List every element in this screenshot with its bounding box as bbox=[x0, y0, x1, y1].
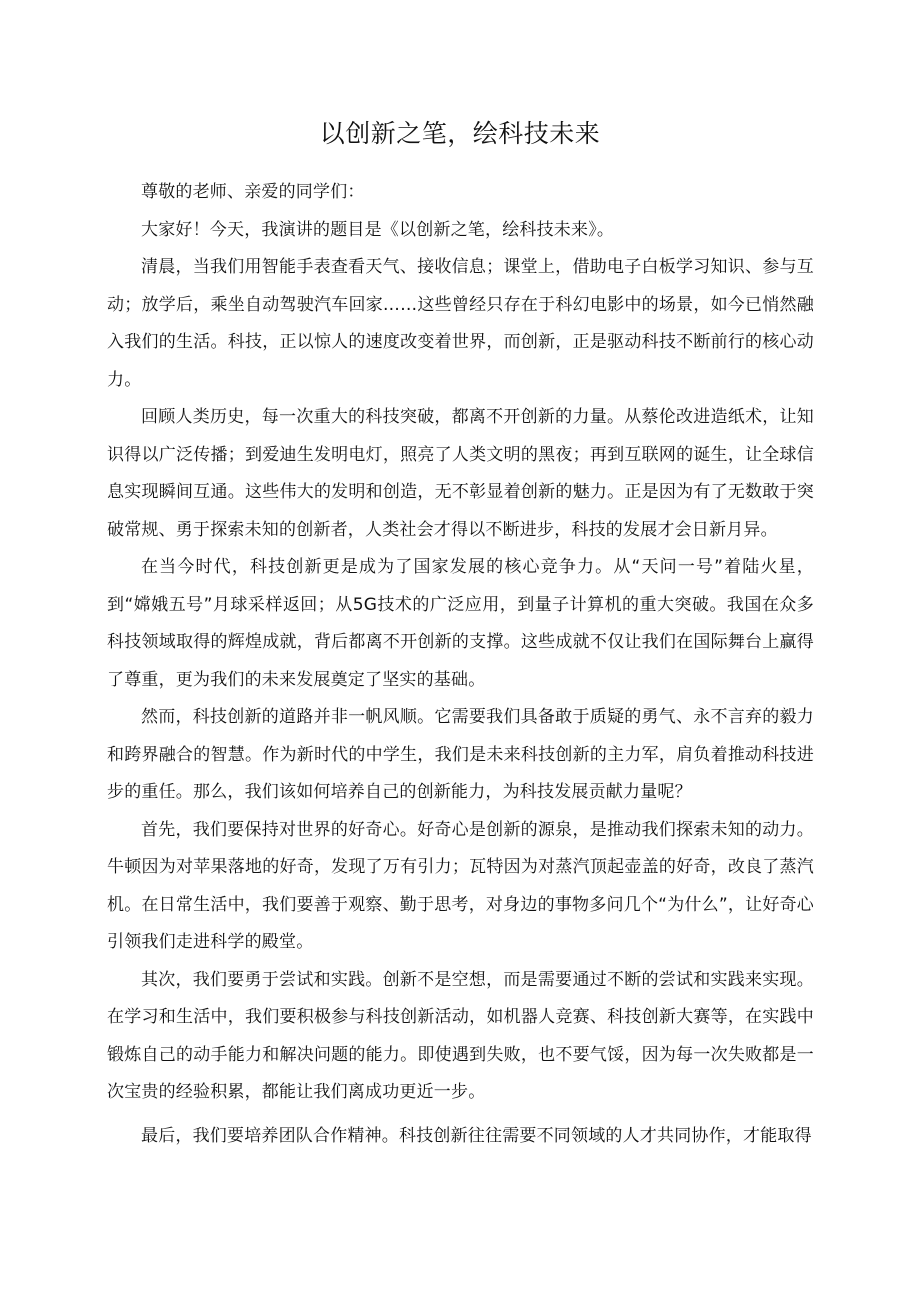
paragraph-body: 然而，科技创新的道路并非一帆风顺。它需要我们具备敢于质疑的勇气、永不言弃的毅力和跨界融合的智慧。作为新时代的中学生，我们是未来科技创新的主力军，肩负着推动科技进步的重任。那么，我们该如何培养自己的创新能力，为科技发展贡献力量呢？ bbox=[107, 707, 814, 802]
paragraph-body: 首先，我们要保持对世界的好奇心。好奇心是创新的源泉，是推动我们探索未知的动力。牛顿因为对苹果落地的好奇，发现了万有引力；瓦特因为对蒸汽顶起壶盖的好奇，改良了蒸汽机。在日常生活中，我们要善于观察、勤于思考，对身边的事物多问几个“为什么”，让好奇心引领我们走进科学的殿堂。 bbox=[107, 819, 814, 952]
paragraph-opening: 大家好！今天，我演讲的题目是《以创新之笔，绘科技未来》。 bbox=[141, 219, 615, 240]
document-title: 以创新之笔，绘科技未来 bbox=[319, 119, 601, 148]
document-body bbox=[107, 174, 814, 1155]
paragraph-body: 回顾人类历史，每一次重大的科技突破，都离不开创新的力量。从蔡伦改进造纸术，让知识得以广泛传播；到爱迪生发明电灯，照亮了人类文明的黑夜；再到互联网的诞生，让全球信息实现瞬间互通。这些伟大的发明和创造，无不彰显着创新的魅力。正是因为有了无数敢于突破常规、勇于探索未知的创新者，人类社会才得以不断进步，科技的发展才会日新月异。 bbox=[107, 407, 814, 540]
paragraph-body: 其次，我们要勇于尝试和实践。创新不是空想，而是需要通过不断的尝试和实践来实现。在学习和生活中，我们要积极参与科技创新活动，如机器人竞赛、科技创新大赛等，在实践中锻炼自己的动手能力和解决问题的能力。即使遇到失败，也不要气馁，因为每一次失败都是一次宝贵的经验积累，都能让我们离成功更近一步。 bbox=[107, 969, 814, 1102]
paragraph-salutation: 尊敬的老师、亲爱的同学们： bbox=[141, 182, 365, 202]
paragraph-body: 在当今时代，科技创新更是成为了国家发展的核心竞争力。从“天问一号”着陆火星，到“嫦娥五号”月球采样返回；从5G技术的广泛应用，到量子计算机的重大突破。我国在众多科技领域取得的辉煌成就，背后都离不开创新的支撑。这些成就不仅让我们在国际舞台上赢得了尊重，更为我们的未来发展奠定了坚实的基础。 bbox=[107, 557, 814, 690]
paragraph-body: 最后，我们要培养团队合作精神。科技创新往往需要不同领域的人才共同协作，才能取得 bbox=[141, 1125, 812, 1146]
paragraph-body: 清晨，当我们用智能手表查看天气、接收信息；课堂上，借助电子白板学习知识、参与互动；放学后，乘坐自动驾驶汽车回家……这些曾经只存在于科幻电影中的场景，如今已悄然融入我们的生活。科技，正以惊人的速度改变着世界，而创新，正是驱动科技不断前行的核心动力。 bbox=[107, 257, 814, 390]
